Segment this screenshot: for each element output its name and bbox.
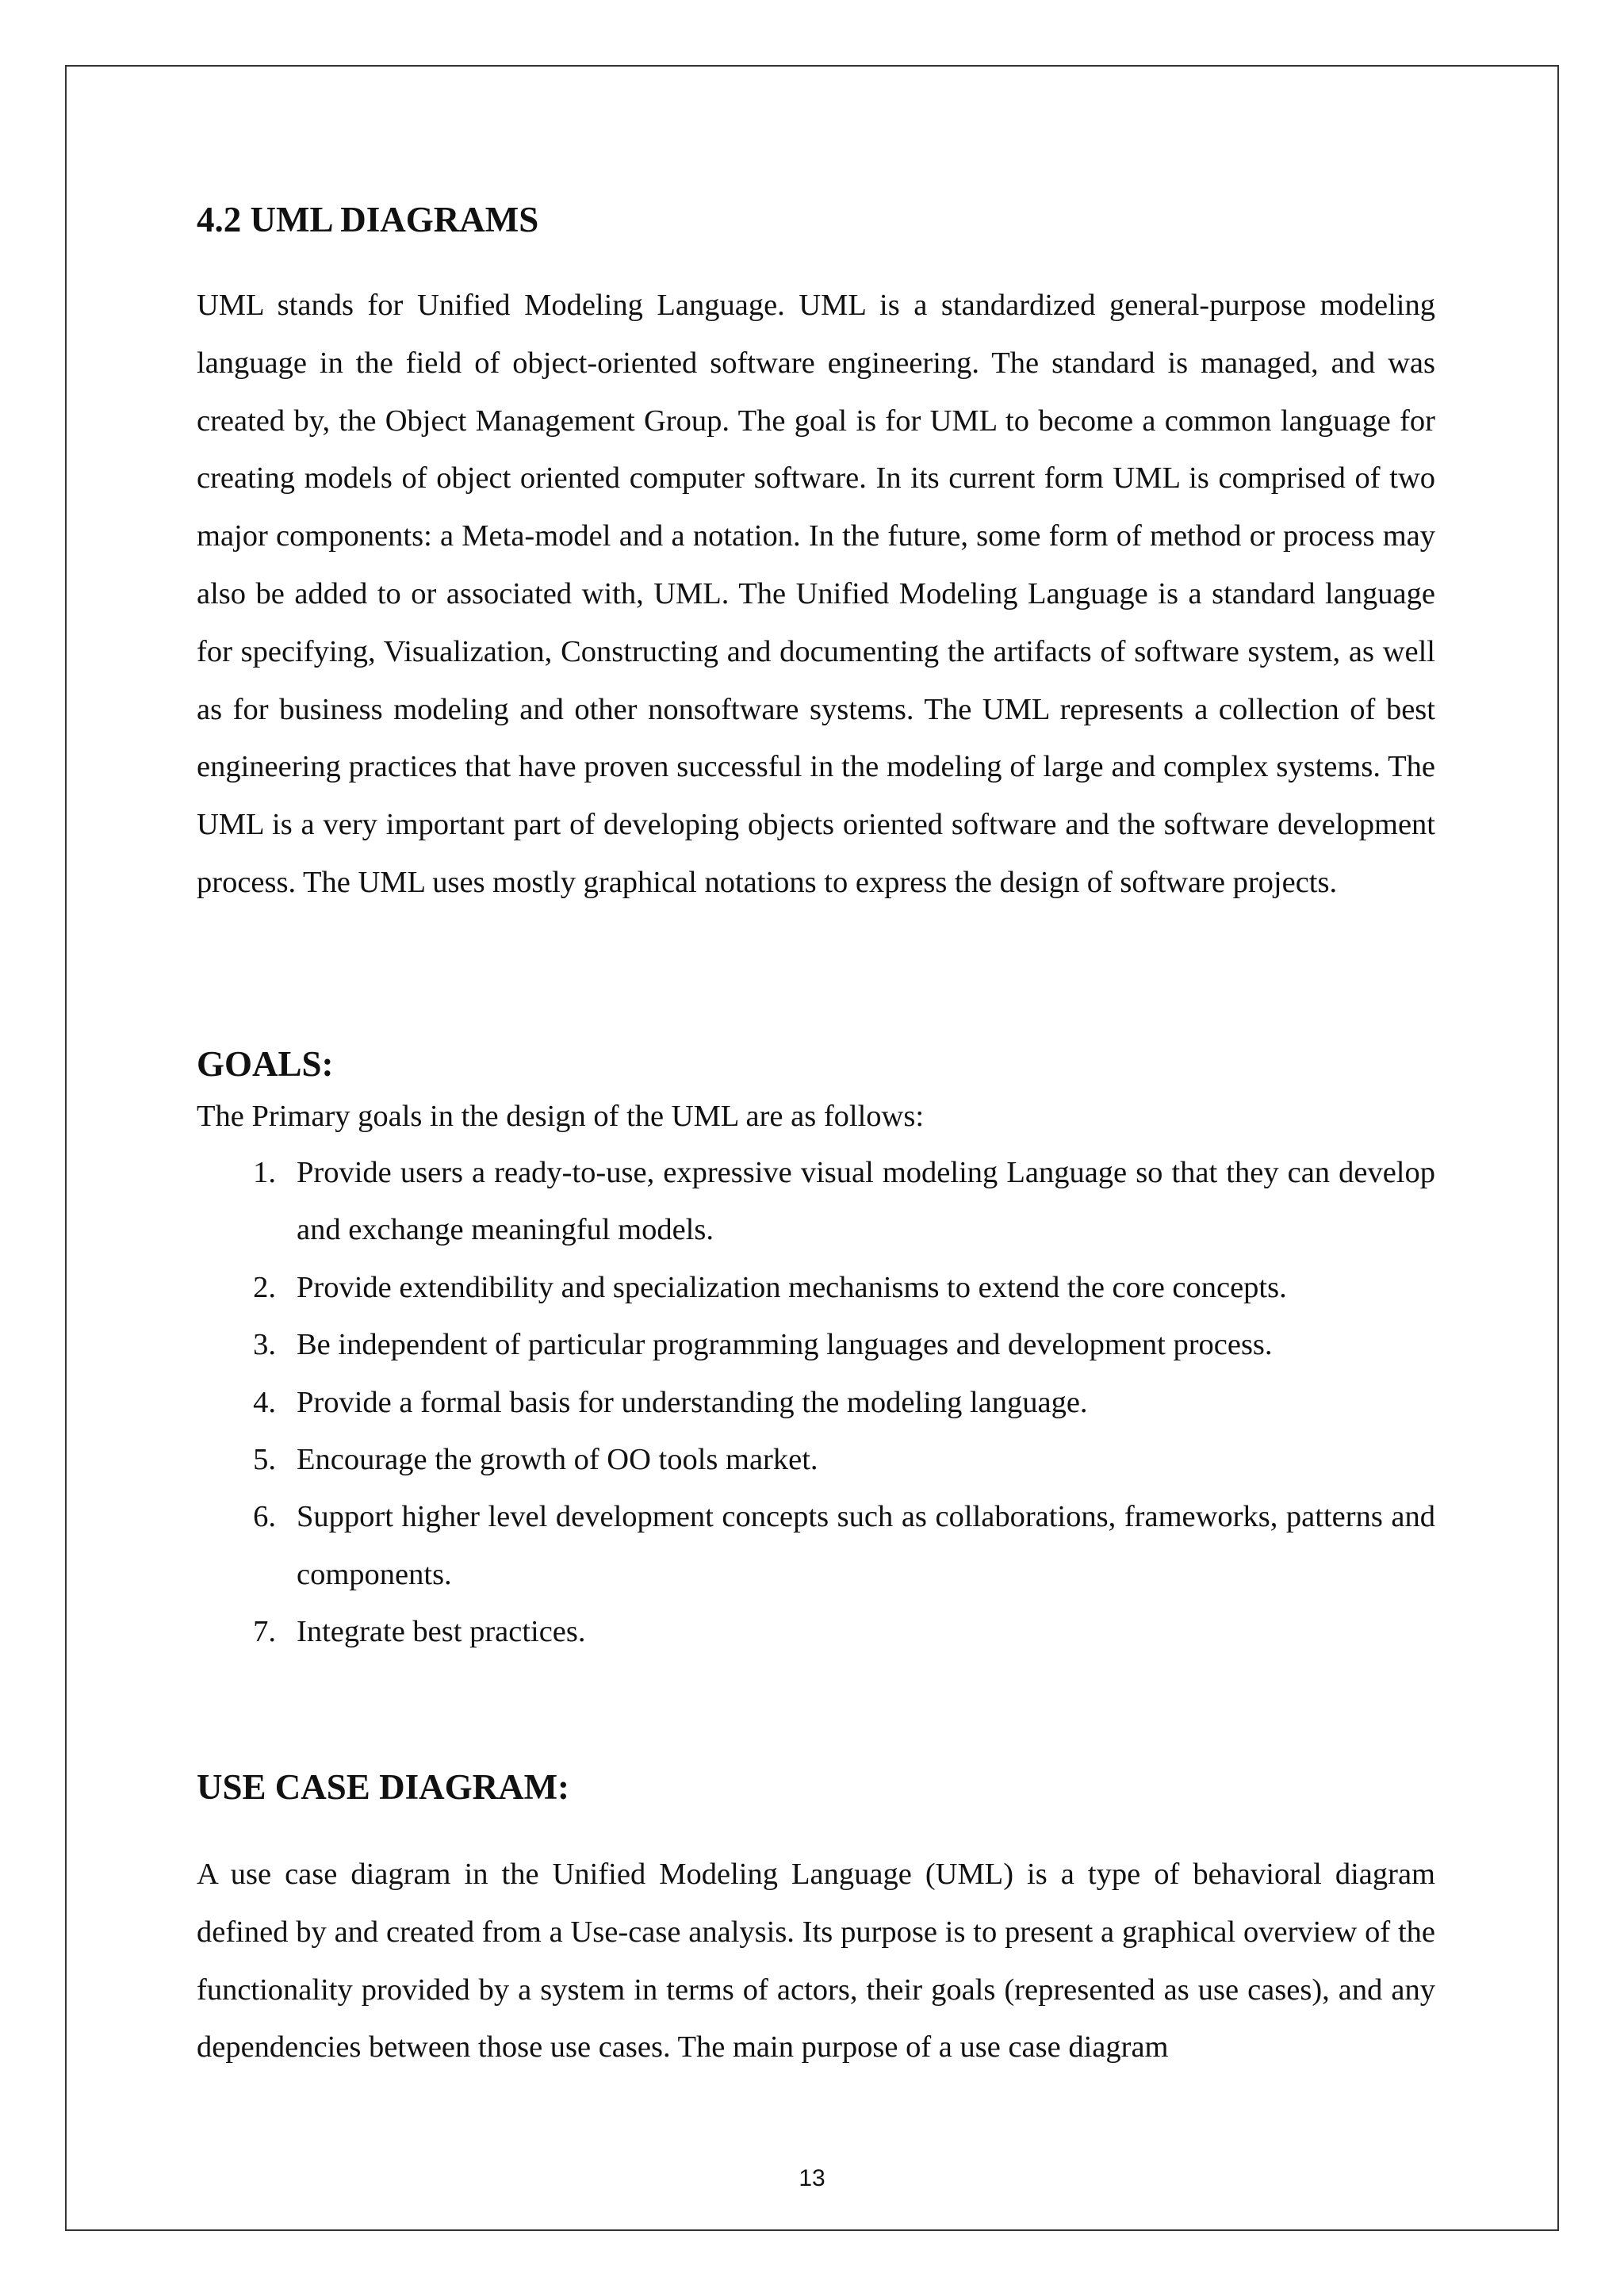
- goal-item: [197, 1144, 1435, 1259]
- goal-number: 2.: [253, 1270, 276, 1304]
- page-number: 13: [799, 2165, 825, 2191]
- goal-item: [197, 1316, 1435, 1373]
- goal-item: [197, 1431, 1435, 1488]
- goals-intro: The Primary goals in the design of the UML are as follows:: [197, 1100, 925, 1133]
- goal-text: Provide users a ready-to-use, expressive visual modeling Language so that they can develop and exchange meaningful models.: [297, 1156, 1435, 1247]
- goal-number: 6.: [253, 1500, 276, 1534]
- goal-text: Be independent of particular programming languages and development process.: [297, 1328, 1273, 1362]
- goals-heading: GOALS:: [197, 1044, 334, 1084]
- goal-number: 1.: [253, 1156, 276, 1189]
- goal-text: Provide extendibility and specialization mechanisms to extend the core concepts.: [297, 1270, 1287, 1304]
- goal-number: 7.: [253, 1615, 276, 1649]
- goal-number: 4.: [253, 1385, 276, 1419]
- goal-number: 5.: [253, 1443, 276, 1477]
- goals-list: [197, 1144, 1435, 1661]
- use-case-diagram-heading: USE CASE DIAGRAM:: [197, 1767, 570, 1807]
- goal-number: 3.: [253, 1328, 276, 1362]
- goal-text: Integrate best practices.: [297, 1615, 586, 1649]
- uml-diagrams-heading: 4.2 UML DIAGRAMS: [197, 200, 539, 239]
- use-case-paragraph: A use case diagram in the Unified Modeling Language (UML) is a type of behavioral diagram defined by and created from a Use-case analysis. Its purpose is to present a graphical overview of the functionality provided by a system in terms of actors, their goals (represented as use cases), and any dependencies between those use cases. The main purpose of a use case diagram: [197, 1858, 1435, 2064]
- goal-item: [197, 1259, 1435, 1316]
- goal-item: [197, 1603, 1435, 1660]
- goal-text: Provide a formal basis for understanding the modeling language.: [297, 1385, 1088, 1419]
- goal-text: Encourage the growth of OO tools market.: [297, 1443, 818, 1477]
- goal-item: [197, 1488, 1435, 1603]
- goal-text: Support higher level development concepts such as collaborations, frameworks, patterns and components.: [297, 1500, 1435, 1591]
- uml-paragraph: UML stands for Unified Modeling Language. UML is a standardized general-purpose modeling language in the field of object-oriented software engineering. The standard is managed, and was created by, the Object Management Group. The goal is for UML to become a common language for creating models of object oriented computer software. In its current form UML is comprised of two major components: a Meta-model and a notation. In the future, some form of method or process may also be added to or associated with, UML. The Unified Modeling Language is a standard language for specifying, Visualization, Constructing and documenting the artifacts of software system, as well as for business modeling and other nonsoftware systems. The UML represents a collection of best engineering practices that have proven successful in the modeling of large and complex systems. The UML is a very important part of developing objects oriented software and the software development process. The UML uses mostly graphical notations to express the design of software projects.: [197, 289, 1435, 899]
- goal-item: [197, 1374, 1435, 1431]
